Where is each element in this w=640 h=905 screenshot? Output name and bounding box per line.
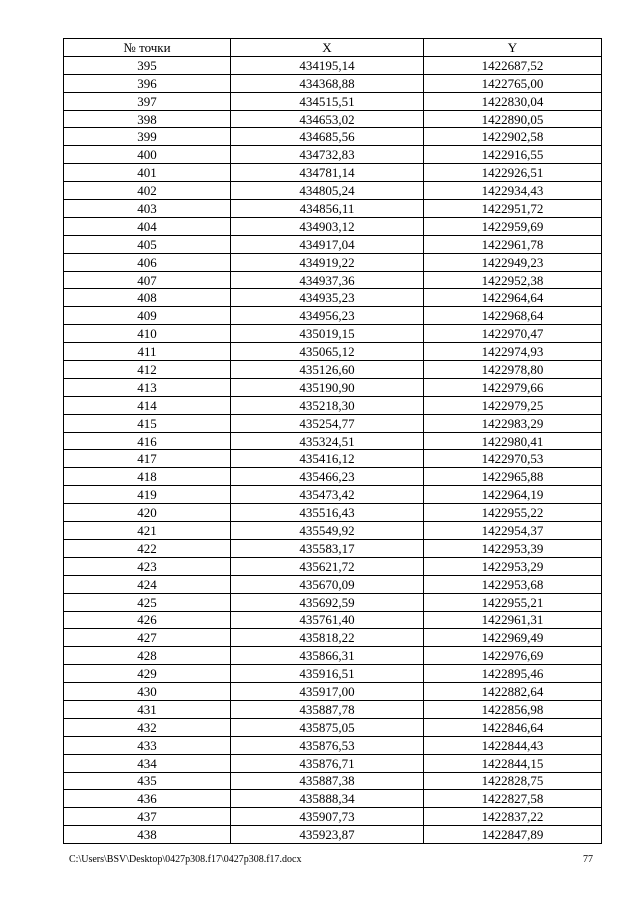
cell-x: 434685,56 (231, 128, 424, 146)
cell-y: 1422846,64 (424, 718, 602, 736)
cell-y: 1422979,66 (424, 378, 602, 396)
cell-point-number: 409 (64, 307, 231, 325)
table-row (64, 718, 602, 736)
cell-point-number: 431 (64, 700, 231, 718)
cell-point-number: 420 (64, 504, 231, 522)
cell-point-number: 422 (64, 539, 231, 557)
cell-x: 434935,23 (231, 289, 424, 307)
cell-point-number: 436 (64, 790, 231, 808)
table-row (64, 361, 602, 379)
cell-point-number: 406 (64, 253, 231, 271)
cell-point-number: 421 (64, 522, 231, 540)
coordinates-table (63, 38, 602, 844)
cell-y: 1422983,29 (424, 414, 602, 432)
cell-point-number: 428 (64, 647, 231, 665)
cell-x: 435876,71 (231, 754, 424, 772)
cell-x: 435888,34 (231, 790, 424, 808)
cell-x: 434653,02 (231, 110, 424, 128)
cell-y: 1422827,58 (424, 790, 602, 808)
cell-point-number: 416 (64, 432, 231, 450)
table-row (64, 647, 602, 665)
cell-y: 1422965,88 (424, 468, 602, 486)
cell-x: 435583,17 (231, 539, 424, 557)
cell-y: 1422953,39 (424, 539, 602, 557)
cell-y: 1422954,37 (424, 522, 602, 540)
cell-x: 434956,23 (231, 307, 424, 325)
table-row (64, 468, 602, 486)
cell-x: 435917,00 (231, 683, 424, 701)
table-row (64, 289, 602, 307)
cell-point-number: 405 (64, 235, 231, 253)
table-row (64, 200, 602, 218)
cell-x: 434856,11 (231, 200, 424, 218)
cell-x: 434937,36 (231, 271, 424, 289)
cell-x: 435466,23 (231, 468, 424, 486)
cell-y: 1422953,68 (424, 575, 602, 593)
cell-x: 435126,60 (231, 361, 424, 379)
cell-y: 1422844,15 (424, 754, 602, 772)
table-body (64, 56, 602, 843)
cell-y: 1422968,64 (424, 307, 602, 325)
cell-x: 434732,83 (231, 146, 424, 164)
cell-x: 435907,73 (231, 808, 424, 826)
cell-y: 1422980,41 (424, 432, 602, 450)
cell-point-number: 411 (64, 343, 231, 361)
table-row (64, 808, 602, 826)
cell-point-number: 423 (64, 557, 231, 575)
cell-point-number: 400 (64, 146, 231, 164)
table-row (64, 504, 602, 522)
cell-point-number: 395 (64, 56, 231, 74)
cell-y: 1422951,72 (424, 200, 602, 218)
cell-x: 435324,51 (231, 432, 424, 450)
cell-x: 435876,53 (231, 736, 424, 754)
cell-x: 435549,92 (231, 522, 424, 540)
cell-point-number: 396 (64, 74, 231, 92)
cell-point-number: 438 (64, 826, 231, 844)
cell-point-number: 413 (64, 378, 231, 396)
cell-y: 1422953,29 (424, 557, 602, 575)
cell-point-number: 407 (64, 271, 231, 289)
table-row (64, 593, 602, 611)
header-y: Y (424, 39, 602, 57)
cell-x: 435866,31 (231, 647, 424, 665)
cell-x: 435621,72 (231, 557, 424, 575)
cell-x: 435473,42 (231, 486, 424, 504)
cell-x: 434781,14 (231, 164, 424, 182)
cell-point-number: 433 (64, 736, 231, 754)
cell-x: 435254,77 (231, 414, 424, 432)
header-point-number: № точки (64, 39, 231, 57)
table-row (64, 700, 602, 718)
table-row (64, 343, 602, 361)
table-row (64, 539, 602, 557)
cell-x: 434805,24 (231, 182, 424, 200)
cell-point-number: 434 (64, 754, 231, 772)
cell-y: 1422961,78 (424, 235, 602, 253)
cell-point-number: 437 (64, 808, 231, 826)
cell-y: 1422959,69 (424, 217, 602, 235)
cell-x: 435887,38 (231, 772, 424, 790)
cell-y: 1422978,80 (424, 361, 602, 379)
cell-y: 1422926,51 (424, 164, 602, 182)
cell-point-number: 432 (64, 718, 231, 736)
table-row (64, 665, 602, 683)
table-row (64, 754, 602, 772)
table-header-row (64, 39, 602, 57)
cell-point-number: 427 (64, 629, 231, 647)
cell-y: 1422856,98 (424, 700, 602, 718)
cell-x: 435190,90 (231, 378, 424, 396)
table-row (64, 557, 602, 575)
cell-point-number: 430 (64, 683, 231, 701)
cell-x: 435875,05 (231, 718, 424, 736)
table-row (64, 56, 602, 74)
cell-x: 434917,04 (231, 235, 424, 253)
cell-x: 434903,12 (231, 217, 424, 235)
cell-point-number: 404 (64, 217, 231, 235)
table-row (64, 325, 602, 343)
cell-point-number: 408 (64, 289, 231, 307)
table-row (64, 217, 602, 235)
cell-x: 435416,12 (231, 450, 424, 468)
cell-point-number: 410 (64, 325, 231, 343)
cell-point-number: 429 (64, 665, 231, 683)
table-row (64, 146, 602, 164)
cell-x: 434368,88 (231, 74, 424, 92)
header-x: X (231, 39, 424, 57)
cell-point-number: 426 (64, 611, 231, 629)
table-row (64, 736, 602, 754)
cell-y: 1422847,89 (424, 826, 602, 844)
table-row (64, 575, 602, 593)
cell-point-number: 425 (64, 593, 231, 611)
cell-y: 1422976,69 (424, 647, 602, 665)
cell-point-number: 398 (64, 110, 231, 128)
cell-y: 1422955,22 (424, 504, 602, 522)
table-row (64, 611, 602, 629)
cell-y: 1422961,31 (424, 611, 602, 629)
cell-point-number: 419 (64, 486, 231, 504)
table-row (64, 307, 602, 325)
cell-point-number: 414 (64, 396, 231, 414)
cell-x: 435818,22 (231, 629, 424, 647)
cell-x: 434919,22 (231, 253, 424, 271)
cell-y: 1422895,46 (424, 665, 602, 683)
cell-y: 1422687,52 (424, 56, 602, 74)
table-row (64, 235, 602, 253)
cell-y: 1422964,19 (424, 486, 602, 504)
cell-y: 1422837,22 (424, 808, 602, 826)
cell-point-number: 397 (64, 92, 231, 110)
page-number: 77 (583, 854, 593, 865)
cell-y: 1422934,43 (424, 182, 602, 200)
cell-y: 1422974,93 (424, 343, 602, 361)
cell-y: 1422765,00 (424, 74, 602, 92)
cell-y: 1422964,64 (424, 289, 602, 307)
cell-point-number: 412 (64, 361, 231, 379)
table-row (64, 128, 602, 146)
cell-y: 1422952,38 (424, 271, 602, 289)
table-row (64, 92, 602, 110)
cell-x: 435019,15 (231, 325, 424, 343)
table-row (64, 164, 602, 182)
table-row (64, 396, 602, 414)
cell-y: 1422970,53 (424, 450, 602, 468)
cell-point-number: 418 (64, 468, 231, 486)
cell-x: 435065,12 (231, 343, 424, 361)
cell-point-number: 402 (64, 182, 231, 200)
cell-x: 434515,51 (231, 92, 424, 110)
table-row (64, 629, 602, 647)
cell-y: 1422902,58 (424, 128, 602, 146)
cell-x: 435516,43 (231, 504, 424, 522)
cell-point-number: 435 (64, 772, 231, 790)
table-row (64, 110, 602, 128)
table-row (64, 378, 602, 396)
cell-point-number: 424 (64, 575, 231, 593)
table-row (64, 522, 602, 540)
cell-x: 434195,14 (231, 56, 424, 74)
footer-file-path: C:\Users\BSV\Desktop\0427p308.f17\0427p308.f17.docx (69, 854, 302, 865)
cell-x: 435692,59 (231, 593, 424, 611)
table-row (64, 414, 602, 432)
table-row (64, 790, 602, 808)
cell-x: 435761,40 (231, 611, 424, 629)
cell-y: 1422830,04 (424, 92, 602, 110)
cell-y: 1422970,47 (424, 325, 602, 343)
cell-y: 1422955,21 (424, 593, 602, 611)
cell-point-number: 399 (64, 128, 231, 146)
table-row (64, 450, 602, 468)
cell-point-number: 401 (64, 164, 231, 182)
table-row (64, 826, 602, 844)
table-row (64, 432, 602, 450)
table-row (64, 271, 602, 289)
cell-y: 1422844,43 (424, 736, 602, 754)
cell-y: 1422890,05 (424, 110, 602, 128)
table-row (64, 772, 602, 790)
cell-y: 1422828,75 (424, 772, 602, 790)
cell-y: 1422969,49 (424, 629, 602, 647)
cell-x: 435218,30 (231, 396, 424, 414)
cell-y: 1422949,23 (424, 253, 602, 271)
cell-x: 435923,87 (231, 826, 424, 844)
cell-x: 435916,51 (231, 665, 424, 683)
cell-y: 1422882,64 (424, 683, 602, 701)
table-row (64, 74, 602, 92)
cell-point-number: 403 (64, 200, 231, 218)
cell-y: 1422916,55 (424, 146, 602, 164)
cell-point-number: 417 (64, 450, 231, 468)
table-row (64, 486, 602, 504)
table-row (64, 683, 602, 701)
table-row (64, 182, 602, 200)
table-row (64, 253, 602, 271)
cell-x: 435670,09 (231, 575, 424, 593)
cell-y: 1422979,25 (424, 396, 602, 414)
cell-point-number: 415 (64, 414, 231, 432)
cell-x: 435887,78 (231, 700, 424, 718)
